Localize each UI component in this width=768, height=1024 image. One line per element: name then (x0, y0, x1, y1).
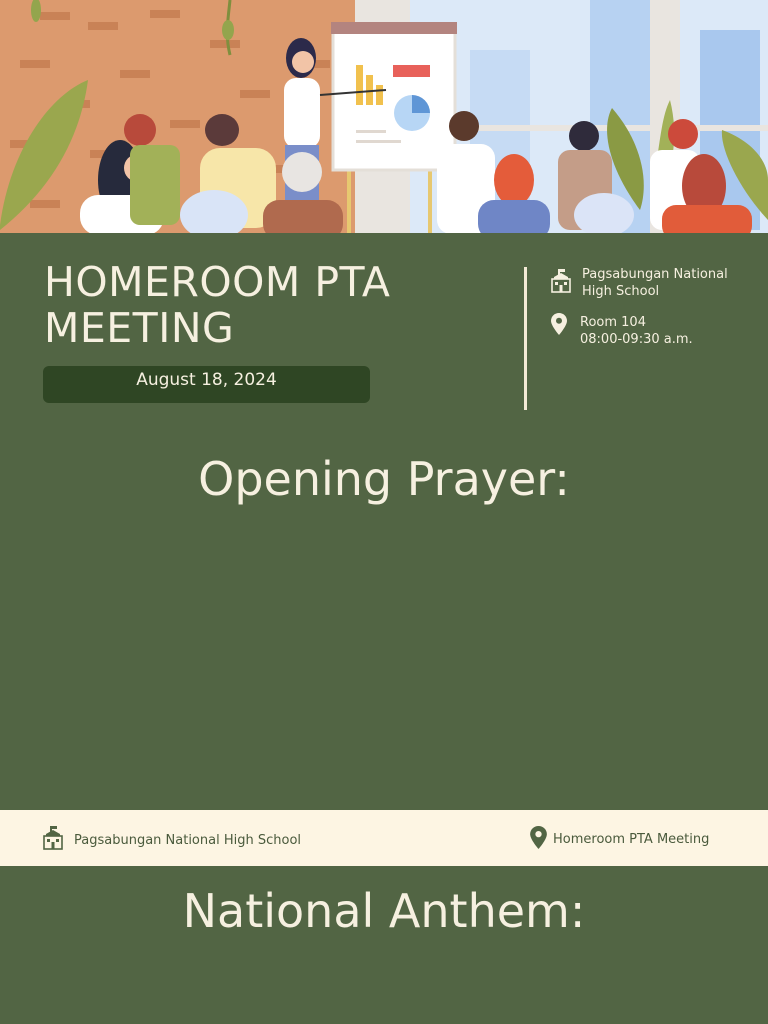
map-pin-icon (551, 313, 567, 339)
header-section (0, 233, 768, 810)
time-label: 08:00-09:30 a.m. (580, 332, 693, 347)
hero-illustration (0, 0, 768, 233)
band-event-label: Homeroom PTA Meeting (553, 832, 710, 847)
meeting-illustration (0, 0, 768, 233)
map-pin-icon (530, 826, 547, 853)
band-event (530, 826, 709, 853)
school-name: Pagsabungan National High School (582, 267, 728, 299)
footer-band (0, 810, 768, 866)
national-anthem-heading: National Anthem: (182, 884, 586, 938)
band-school-label: Pagsabungan National High School (74, 832, 302, 848)
room-label: Room 104 (580, 315, 646, 330)
school-building-icon (42, 826, 64, 854)
anthem-section (0, 866, 768, 1024)
location-details (580, 314, 750, 348)
band-school (42, 826, 301, 854)
divider (524, 267, 527, 410)
school-building-icon (550, 269, 572, 297)
page-title: HOMEROOM PTA MEETING (44, 258, 391, 352)
opening-prayer-heading: Opening Prayer: (198, 452, 570, 506)
date-badge: August 18, 2024 (43, 366, 370, 403)
